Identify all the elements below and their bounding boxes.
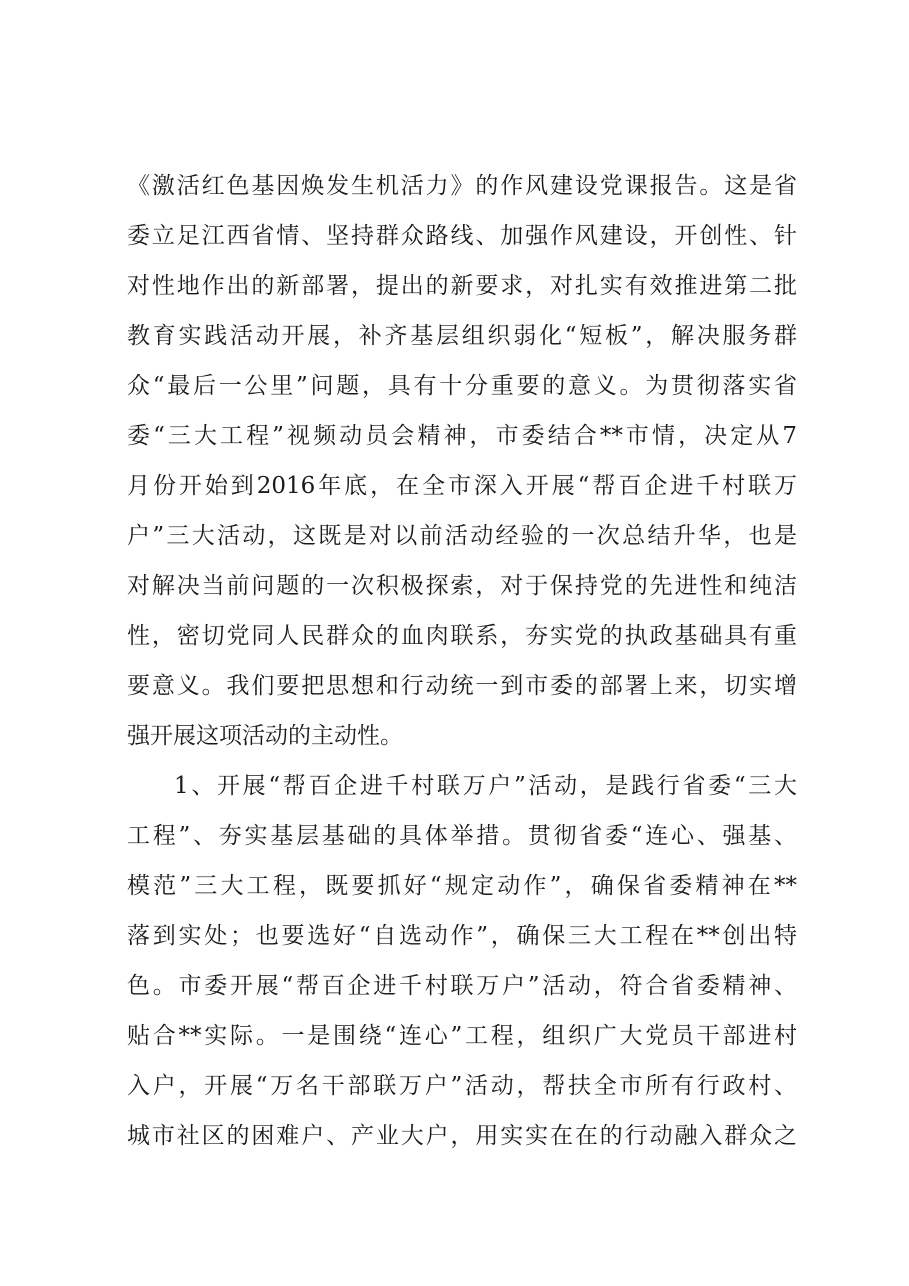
paragraph-line-16: 落到实处；也要选好“自选动作”，确保三大工程在**创出特 bbox=[127, 923, 797, 949]
paragraph-line-12: 强开展这项活动的主动性。 bbox=[127, 723, 403, 749]
paragraph-line-1: 《激活红色基因焕发生机活力》的作风建设党课报告。这是省 bbox=[127, 173, 797, 199]
paragraph-line-18: 贴合**实际。一是围绕“连心”工程，组织广大党员干部进村 bbox=[127, 1023, 797, 1049]
paragraph-line-10: 性，密切党同人民群众的血肉联系，夯实党的执政基础具有重 bbox=[127, 623, 797, 649]
paragraph-line-11: 要意义。我们要把思想和行动统一到市委的部署上来，切实增 bbox=[127, 673, 797, 699]
paragraph-line-17: 色。市委开展“帮百企进千村联万户”活动，符合省委精神、 bbox=[127, 973, 797, 999]
paragraph-line-19: 入户，开展“万名干部联万户”活动，帮扶全市所有行政村、 bbox=[127, 1073, 797, 1099]
paragraph-line-3: 对性地作出的新部署，提出的新要求，对扎实有效推进第二批 bbox=[127, 273, 797, 299]
paragraph-line-6: 委“三大工程”视频动员会精神，市委结合**市情，决定从7 bbox=[127, 423, 797, 449]
paragraph-line-9: 对解决当前问题的一次积极探索，对于保持党的先进性和纯洁 bbox=[127, 573, 797, 599]
paragraph-line-14: 工程”、夯实基层基础的具体举措。贯彻省委“连心、强基、 bbox=[127, 823, 797, 849]
paragraph-line-8: 户”三大活动，这既是对以前活动经验的一次总结升华，也是 bbox=[127, 523, 797, 549]
paragraph-line-7: 月份开始到2016年底，在全市深入开展“帮百企进千村联万 bbox=[127, 473, 797, 499]
paragraph-line-15: 模范”三大工程，既要抓好“规定动作”，确保省委精神在** bbox=[127, 873, 797, 899]
paragraph-line-5: 众“最后一公里”问题，具有十分重要的意义。为贯彻落实省 bbox=[127, 373, 797, 399]
paragraph-line-2: 委立足江西省情、坚持群众路线、加强作风建设，开创性、针 bbox=[127, 223, 797, 249]
paragraph-line-13: 1、开展“帮百企进千村联万户”活动，是践行省委“三大 bbox=[174, 773, 797, 799]
paragraph-line-4: 教育实践活动开展，补齐基层组织弱化“短板”，解决服务群 bbox=[127, 323, 797, 349]
paragraph-line-20: 城市社区的困难户、产业大户，用实实在在的行动融入群众之 bbox=[127, 1123, 797, 1149]
